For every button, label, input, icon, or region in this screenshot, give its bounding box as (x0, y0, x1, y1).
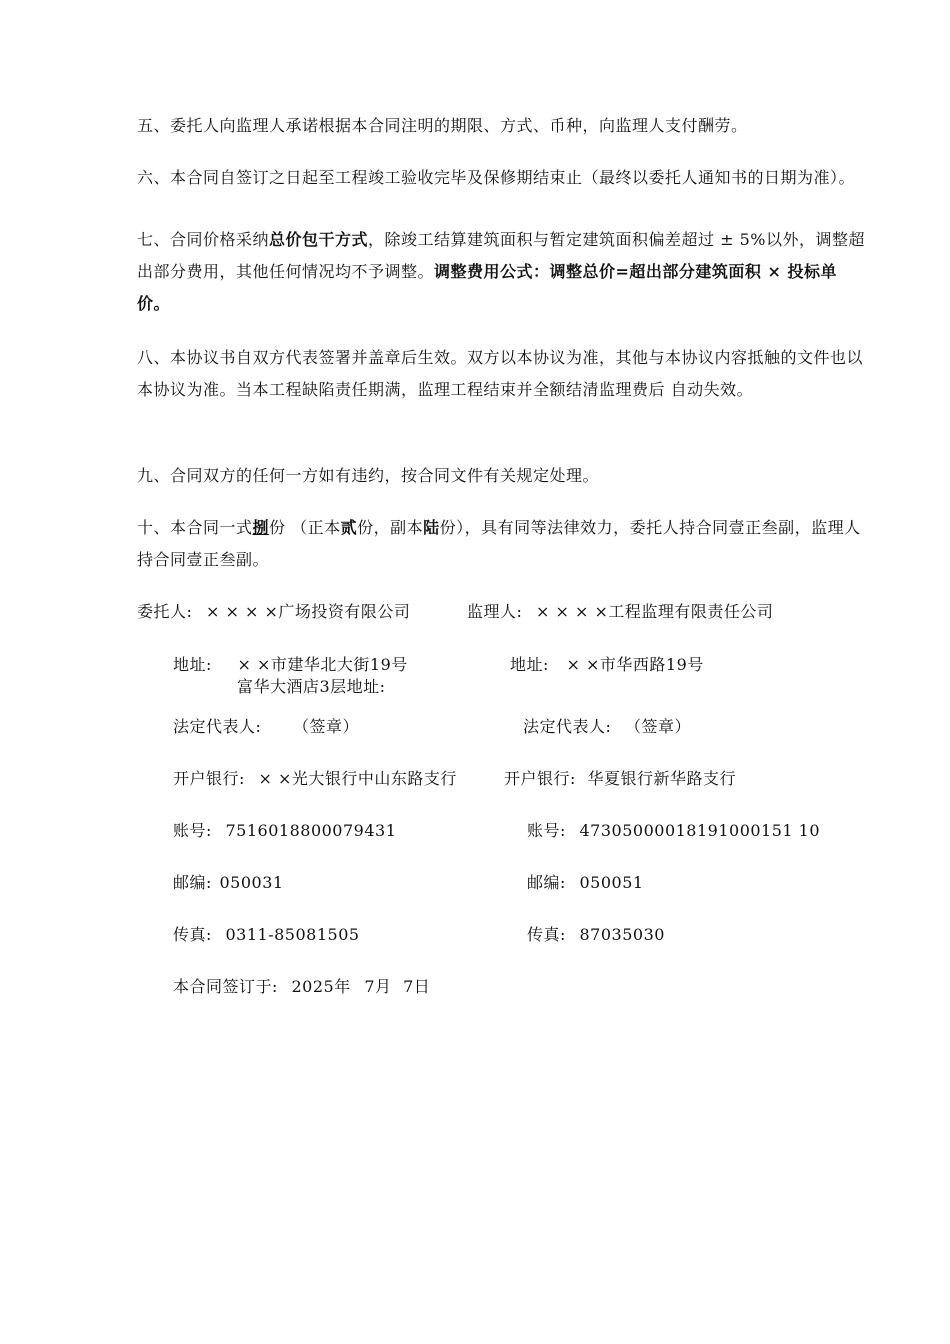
supervisor-rep-value: （签章） (625, 717, 692, 736)
supervisor-postcode-label: 邮编: (527, 873, 566, 892)
supervisor-address (510, 655, 704, 675)
supervisor-name: × × × ×工程监理有限责任公司 (536, 602, 774, 621)
client-address (173, 655, 408, 675)
supervisor-account-label: 账号: (527, 821, 566, 840)
clause-10-text-g: 份），具有同等法律效力，委托人持合同壹正叁副，监理人持合同壹正叁副。 (137, 518, 861, 569)
client-postcode (173, 873, 284, 893)
supervisor-account-value: 47305000018191000151 10 (579, 821, 821, 840)
clause-8: 八、本协议书自双方代表签署并盖章后生效。双方以本协议为准，其他与本协议内容抵触的文件也以本协议为准。当本工程缺陷责任期满，监理工程结束并全额结清监理费后 自动失效。 (137, 348, 864, 399)
client-rep (173, 717, 359, 737)
clause-10-text-c: 份 （正本 (269, 518, 341, 537)
signing-label: 本合同签订于: (173, 977, 278, 996)
client-bank (173, 769, 457, 789)
supervisor-account (527, 821, 820, 841)
supervisor-bank (504, 769, 736, 789)
client-address-label: 地址: (173, 655, 212, 674)
client-account-value: 7516018800079431 (225, 821, 397, 840)
client-party (137, 602, 410, 622)
client-postcode-label: 邮编: (173, 873, 212, 892)
clause-7-text-c: ，除竣工结算建筑面积与暂定建筑面积偏差超过 ± 5%以外，调整超出部分费用，其他任何情况均不予调整。 (137, 230, 865, 281)
client-rep-value: （签章） (293, 717, 360, 736)
clause-10-duplicates: 陆 (423, 518, 440, 537)
clause-7 (137, 224, 867, 320)
supervisor-bank-label: 开户银行: (504, 769, 576, 788)
client-account (173, 821, 396, 841)
client-name: × × × ×广场投资有限公司 (206, 602, 411, 621)
supervisor-fax-label: 传真: (527, 925, 566, 944)
client-postcode-value: 050031 (219, 873, 284, 892)
supervisor-rep (523, 717, 691, 737)
supervisor-rep-label: 法定代表人: (523, 717, 612, 736)
supervisor-postcode-value: 050051 (579, 873, 644, 892)
client-fax-value: 0311-85081505 (225, 925, 360, 944)
signing-day: 7日 (403, 977, 431, 996)
clause-10 (137, 512, 867, 576)
clause-6: 六、本合同自签订之日起至工程竣工验收完毕及保修期结束止（最终以委托人通知书的日期为准）。 (137, 168, 856, 187)
signing-month: 7月 (364, 977, 392, 996)
client-account-label: 账号: (173, 821, 212, 840)
client-address-line2: 富华大酒店3层地址: (237, 677, 386, 696)
supervisor-address-value: × ×市华西路19号 (566, 655, 704, 674)
clause-9: 九、合同双方的任何一方如有违约，按合同文件有关规定处理。 (137, 466, 600, 485)
clause-10-text-a: 十、本合同一式 (137, 518, 253, 537)
client-fax-label: 传真: (173, 925, 212, 944)
supervisor-address-label: 地址: (510, 655, 549, 674)
client-rep-label: 法定代表人: (173, 717, 262, 736)
client-fax (173, 925, 360, 945)
client-address-line1: × ×市建华北大街19号 (237, 655, 408, 674)
signing-year: 2025年 (291, 977, 351, 996)
clause-10-text-e: 份，副本 (357, 518, 424, 537)
client-bank-value: × ×光大银行中山东路支行 (258, 769, 457, 788)
supervisor-fax-value: 87035030 (579, 925, 665, 944)
supervisor-postcode (527, 873, 644, 893)
supervisor-fax (527, 925, 665, 945)
clause-5: 五、委托人向监理人承诺根据本合同注明的期限、方式、币种，向监理人支付酬劳。 (137, 116, 748, 135)
clause-10-originals: 贰 (340, 518, 358, 537)
client-label: 委托人: (137, 602, 193, 621)
supervisor-label: 监理人: (467, 602, 523, 621)
clause-10-total-copies: 捌 (252, 518, 270, 537)
supervisor-bank-value: 华夏银行新华路支行 (587, 769, 737, 788)
client-bank-label: 开户银行: (173, 769, 245, 788)
clause-7-text-a: 七、合同价格采纳 (137, 230, 270, 249)
signing-date (173, 977, 430, 997)
clause-7-bold-method: 总价包干方式 (269, 230, 369, 249)
clause-7-bold-formula: 调整费用公式：调整总价=超出部分建筑面积 × 投标单价。 (137, 262, 837, 313)
supervisor-party (467, 602, 773, 622)
